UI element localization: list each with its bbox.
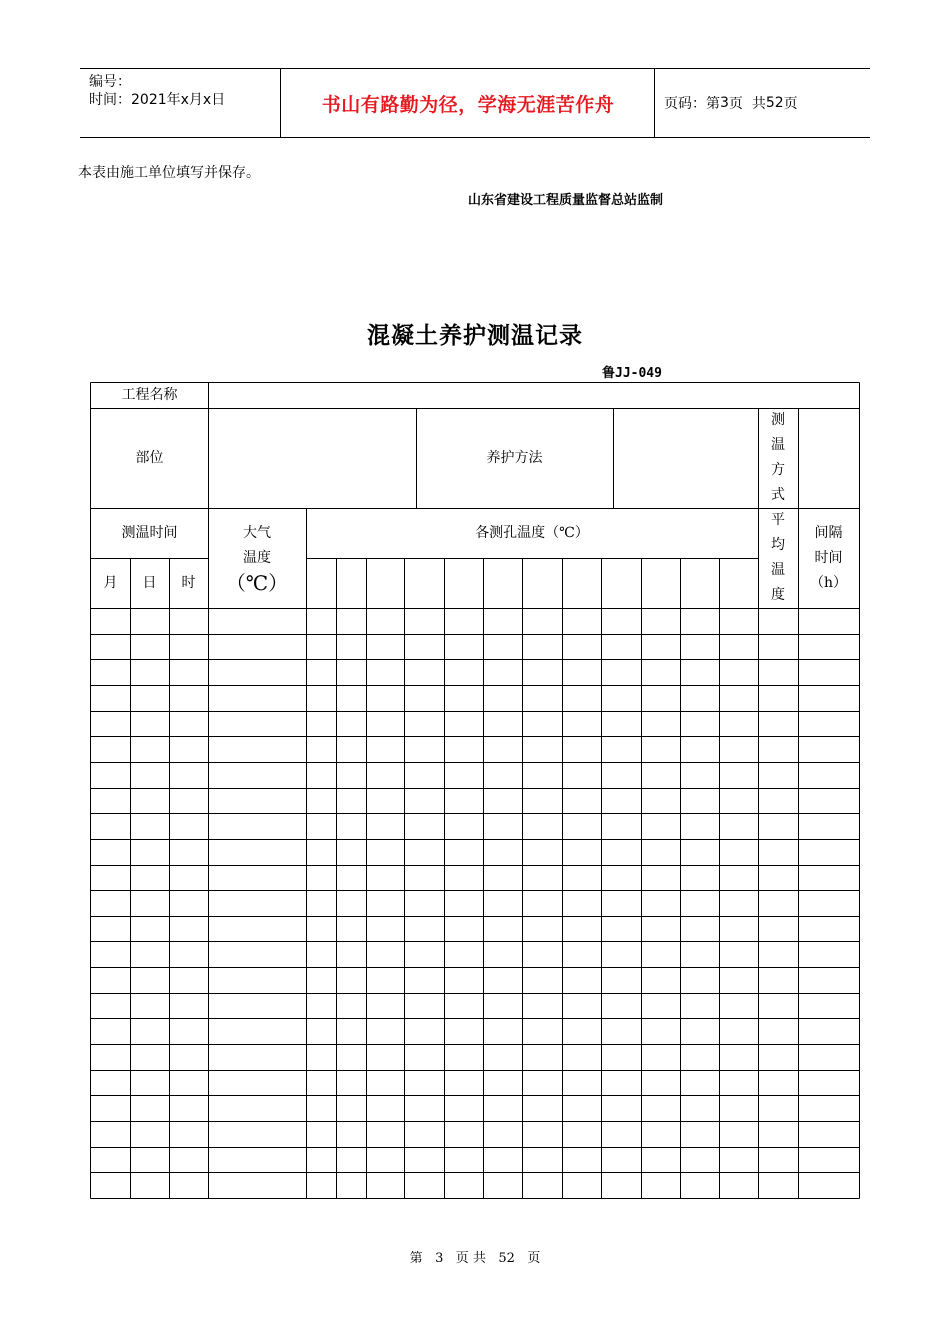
measure-method-char: 式 [771, 487, 785, 503]
page-label: 页码：第 [664, 96, 720, 112]
interval-line: 时间 [814, 549, 843, 566]
doc-time-label: 时间：2021年x月x日 [89, 92, 226, 108]
form-code: 鲁JJ-049 [602, 366, 662, 381]
header-motto: 书山有路勤为径，学海无涯苦作舟 [321, 93, 615, 116]
measure-method-char: 方 [771, 462, 785, 478]
measure-method-char: 测 [771, 412, 785, 428]
curing-method-label: 养护方法 [486, 449, 543, 466]
air-temp-line: 大气 [243, 524, 271, 541]
page-current: 3 [720, 95, 729, 111]
part-field[interactable] [208, 408, 416, 508]
page-footer [0, 1247, 950, 1266]
header-page-info [664, 69, 798, 137]
measure-method-field[interactable] [798, 408, 859, 508]
interval-label [798, 508, 859, 608]
air-temp-label [208, 508, 306, 608]
avg-temp-char: 温 [771, 562, 785, 578]
project-name-field[interactable] [208, 382, 859, 408]
air-temp-line: 温度 [243, 549, 271, 566]
header-meta [80, 69, 280, 137]
month-label: 月 [103, 574, 118, 591]
footer-prefix: 第 [409, 1251, 423, 1266]
avg-temp-char: 度 [771, 587, 785, 603]
header-divider [654, 69, 655, 137]
header-divider [280, 69, 281, 137]
measure-method-char: 温 [771, 437, 785, 453]
page-end: 页 [783, 96, 798, 112]
measure-method-label [758, 408, 798, 508]
interval-line: 间隔 [814, 524, 843, 541]
form-title: 混凝土养护测温记录 [367, 322, 583, 349]
supervisor-line: 山东省建设工程质量监督总站监制 [468, 193, 664, 208]
hour-label: 时 [181, 574, 196, 591]
project-name-label: 工程名称 [121, 386, 178, 403]
holes-temp-label: 各测孔温度（℃） [475, 524, 589, 541]
day-label: 日 [142, 574, 157, 591]
footer-total: 52 [498, 1251, 515, 1266]
avg-temp-char: 均 [771, 537, 785, 553]
measure-time-label: 测温时间 [121, 524, 178, 541]
air-temp-unit: （℃） [225, 570, 289, 595]
part-label: 部位 [135, 449, 164, 466]
fill-note: 本表由施工单位填写并保存。 [78, 165, 260, 181]
page-total: 52 [765, 95, 784, 111]
page-mid: 页 共 [728, 96, 766, 112]
footer-suffix: 页 [527, 1251, 541, 1266]
avg-temp-char: 平 [771, 512, 785, 528]
page-header [80, 68, 870, 138]
footer-current: 3 [435, 1251, 444, 1266]
avg-temp-label [758, 508, 798, 608]
interval-line: （h） [809, 574, 848, 591]
footer-mid: 页 共 [455, 1251, 486, 1266]
curing-method-field[interactable] [613, 408, 758, 508]
doc-number-label: 编号： [89, 74, 131, 90]
